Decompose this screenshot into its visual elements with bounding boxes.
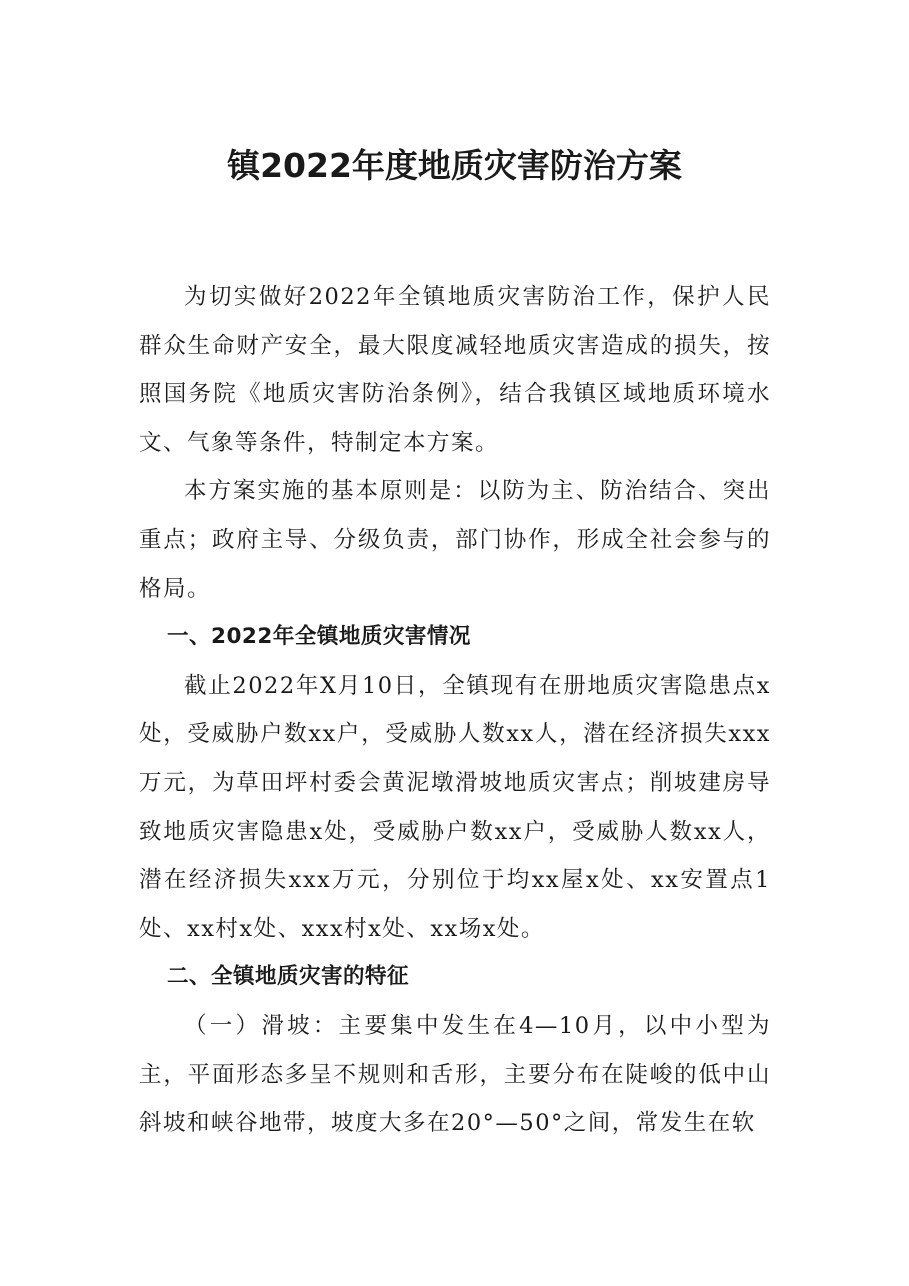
document-body <box>139 273 771 1148</box>
intro-paragraph: 为切实做好2022年全镇地质灾害防治工作，保护人民群众生命财产安全，最大限度减轻地质灾害造成的损失，按照国务院《地质灾害防治条例》，结合我镇区域地质环境水文、气象等条件，特制定本方案。 <box>139 284 771 456</box>
document-title: 镇2022年度地质灾害防治方案 <box>227 146 682 185</box>
landslide-paragraph: （一）滑坡：主要集中发生在4—10月，以中小型为主，平面形态多呈不规则和舌形，主要分布在陡峻的低中山斜坡和峡谷地带，坡度大多在20°—50°之间，常发生在软 <box>139 1012 771 1137</box>
hazard-status-paragraph: 截止2022年X月10日，全镇现有在册地质灾害隐患点x处，受威胁户数xx户，受威胁人数xx人，潜在经济损失xxx万元，为草田坪村委会黄泥墩滑坡地质灾害点；削坡建房导致地质灾害隐患x处，受威胁户数xx户，受威胁人数xx人，潜在经济损失xxx万元，分别位于均xx屋x处、xx安置点1处、xx村x处、xxx村x处、xx场x处。 <box>139 672 771 942</box>
principle-paragraph: 本方案实施的基本原则是：以防为主、防治结合、突出重点；政府主导、分级负责，部门协作，形成全社会参与的格局。 <box>139 478 771 602</box>
section-heading-2: 二、全镇地质灾害的特征 <box>167 964 410 990</box>
section-heading-1: 一、2022年全镇地质灾害情况 <box>167 624 471 650</box>
